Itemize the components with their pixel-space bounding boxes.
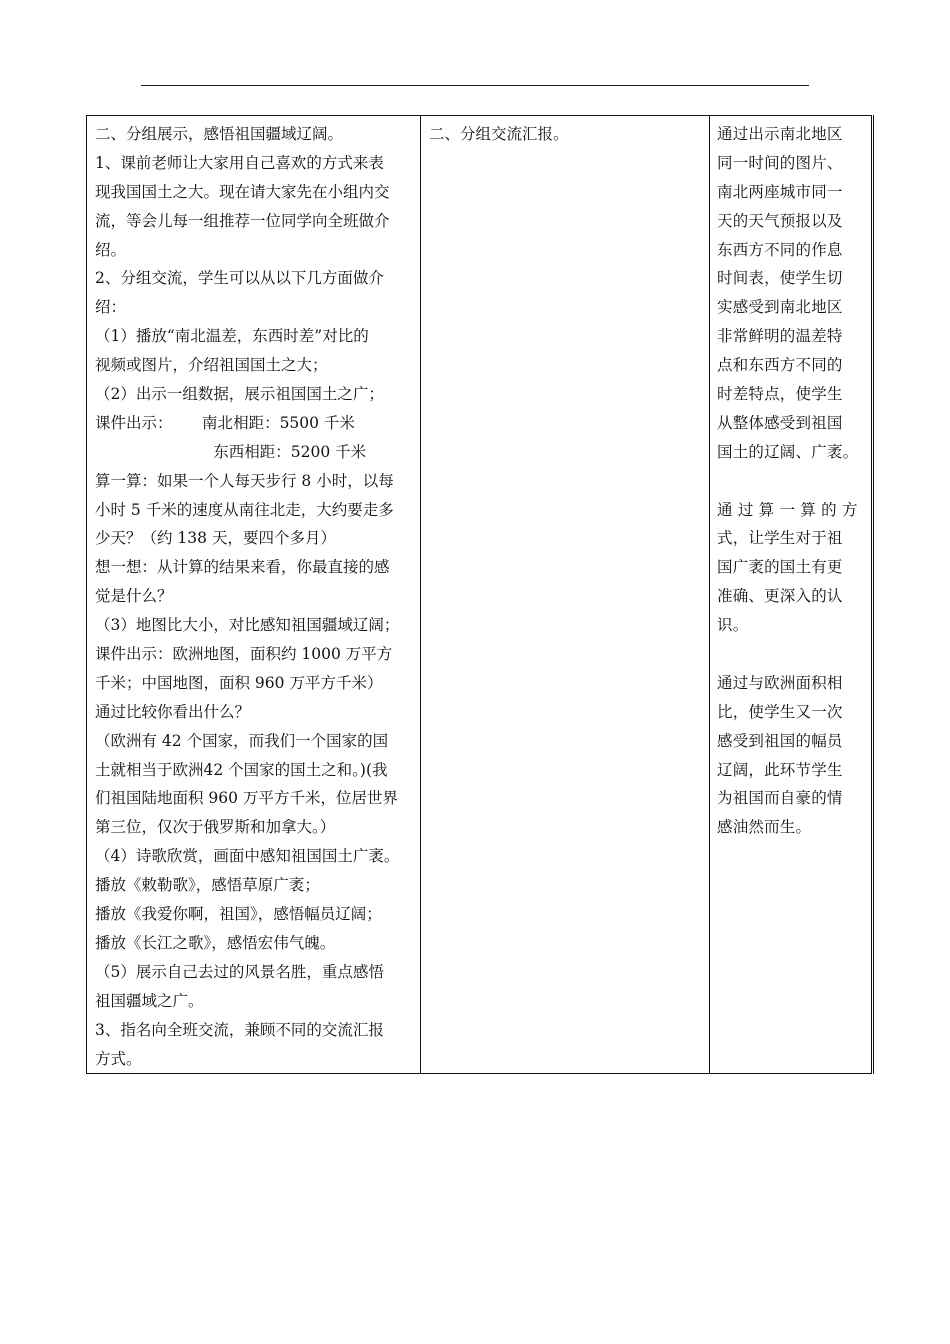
text-line: 点和东西方不同的	[717, 356, 843, 375]
teacher-activity-cell	[87, 116, 421, 1074]
text-line: 辽阔，此环节学生	[717, 760, 843, 779]
text-line: 千米；中国地图，面积 960 万平方千米）	[95, 673, 383, 692]
text-line: 课件出示：欧洲地图，面积约 1000 万平方	[95, 645, 393, 664]
design-intent-cell	[710, 116, 873, 1074]
text-line: 第三位，仅次于俄罗斯和加拿大。）	[95, 818, 336, 837]
text-line: 准确、更深入的认	[717, 587, 843, 606]
text-line: （3）地图比大小，对比感知祖国疆域辽阔；	[95, 616, 400, 635]
text-line: 国土的辽阔、广袤。	[717, 442, 859, 461]
text-line: 们祖国陆地面积 960 万平方千米，位居世界	[95, 789, 398, 808]
text-line: 2、分组交流，学生可以从以下几方面做介	[95, 269, 384, 288]
text-line: 流，等会儿每一组推荐一位同学向全班做介	[95, 211, 390, 230]
text-line	[717, 467, 863, 496]
student-activity-text	[421, 116, 709, 149]
text-line: 绍：	[95, 298, 127, 317]
text-line: 二、分组展示，感悟祖国疆域辽阔。	[95, 125, 344, 143]
text-line: （2）出示一组数据，展示祖国国土之广；	[95, 385, 384, 404]
text-line: 实感受到南北地区	[717, 298, 843, 317]
student-activity-cell	[421, 116, 710, 1074]
text-line: 觉是什么？	[95, 587, 173, 606]
text-line: 时间表，使学生切	[717, 269, 843, 288]
text-line: 方式。	[95, 1049, 142, 1068]
text-line: 播放《我爱你啊，祖国》，感悟幅员辽阔；	[95, 905, 382, 924]
table-row	[87, 116, 873, 1074]
header-rule	[141, 85, 809, 86]
text-line: 非常鲜明的温差特	[717, 327, 843, 346]
text-line: （4）诗歌欣赏，画面中感知祖国国土广袤。	[95, 847, 400, 866]
text-line: 为祖国而自豪的情	[717, 789, 843, 808]
text-line: 少天？（约 138 天，要四个多月）	[95, 529, 336, 548]
text-line	[717, 640, 863, 669]
text-line: 通过与欧洲面积相	[717, 673, 843, 692]
text-line: 感受到祖国的幅员	[717, 731, 843, 750]
text-line: 现我国国土之大。现在请大家先在小组内交	[95, 182, 390, 201]
text-line: 式，让学生对于祖	[717, 529, 843, 548]
lesson-plan-table	[86, 115, 874, 1074]
text-line: 绍。	[95, 240, 127, 259]
text-line: 课件出示： 南北相距：5500 千米	[95, 413, 355, 432]
text-line: 通 过 算 一 算 的 方	[717, 500, 858, 519]
text-line: 祖国疆域之广。	[95, 991, 204, 1010]
text-line: 南北两座城市同一	[717, 182, 843, 201]
text-line: 小时 5 千米的速度从南往北走，大约要走多	[95, 500, 394, 519]
text-line: 视频或图片，介绍祖国国土之大；	[95, 356, 328, 375]
text-line: 国广袤的国土有更	[717, 558, 843, 577]
text-line: 时差特点，使学生	[717, 385, 843, 404]
text-line: 3、指名向全班交流，兼顾不同的交流汇报	[95, 1020, 384, 1039]
text-line: 东西方不同的作息	[717, 240, 843, 259]
text-line: 二、分组交流汇报。	[429, 125, 569, 143]
text-line: （欧洲有 42 个国家，而我们一个国家的国	[95, 731, 389, 750]
text-line: 感油然而生。	[717, 818, 812, 837]
text-line: 通过比较你看出什么？	[95, 702, 251, 721]
text-line: 算一算：如果一个人每天步行 8 小时，以每	[95, 471, 394, 490]
text-line: 比，使学生又一次	[717, 702, 843, 721]
text-line: （1）播放“南北温差，东西时差”对比的	[95, 327, 369, 346]
text-line: （5）展示自己去过的风景名胜，重点感悟	[95, 962, 384, 981]
text-line: 想一想：从计算的结果来看，你最直接的感	[95, 558, 390, 577]
text-line: 播放《敕勒歌》，感悟草原广袤；	[95, 876, 320, 895]
text-line: 从整体感受到祖国	[717, 413, 843, 432]
teacher-activity-text	[87, 116, 420, 1073]
text-line: 天的天气预报以及	[717, 211, 843, 230]
text-line: 同一时间的图片、	[717, 153, 843, 172]
text-line: 土就相当于欧洲42 个国家的国土之和。)(我	[95, 760, 388, 779]
text-line: 1、课前老师让大家用自己喜欢的方式来表	[95, 153, 384, 172]
text-line: 东西相距：5200 千米	[95, 442, 367, 461]
design-intent-text	[710, 116, 871, 842]
text-line: 识。	[717, 616, 749, 635]
text-line: 通过出示南北地区	[717, 125, 843, 143]
text-line: 播放《长江之歌》，感悟宏伟气魄。	[95, 933, 336, 952]
